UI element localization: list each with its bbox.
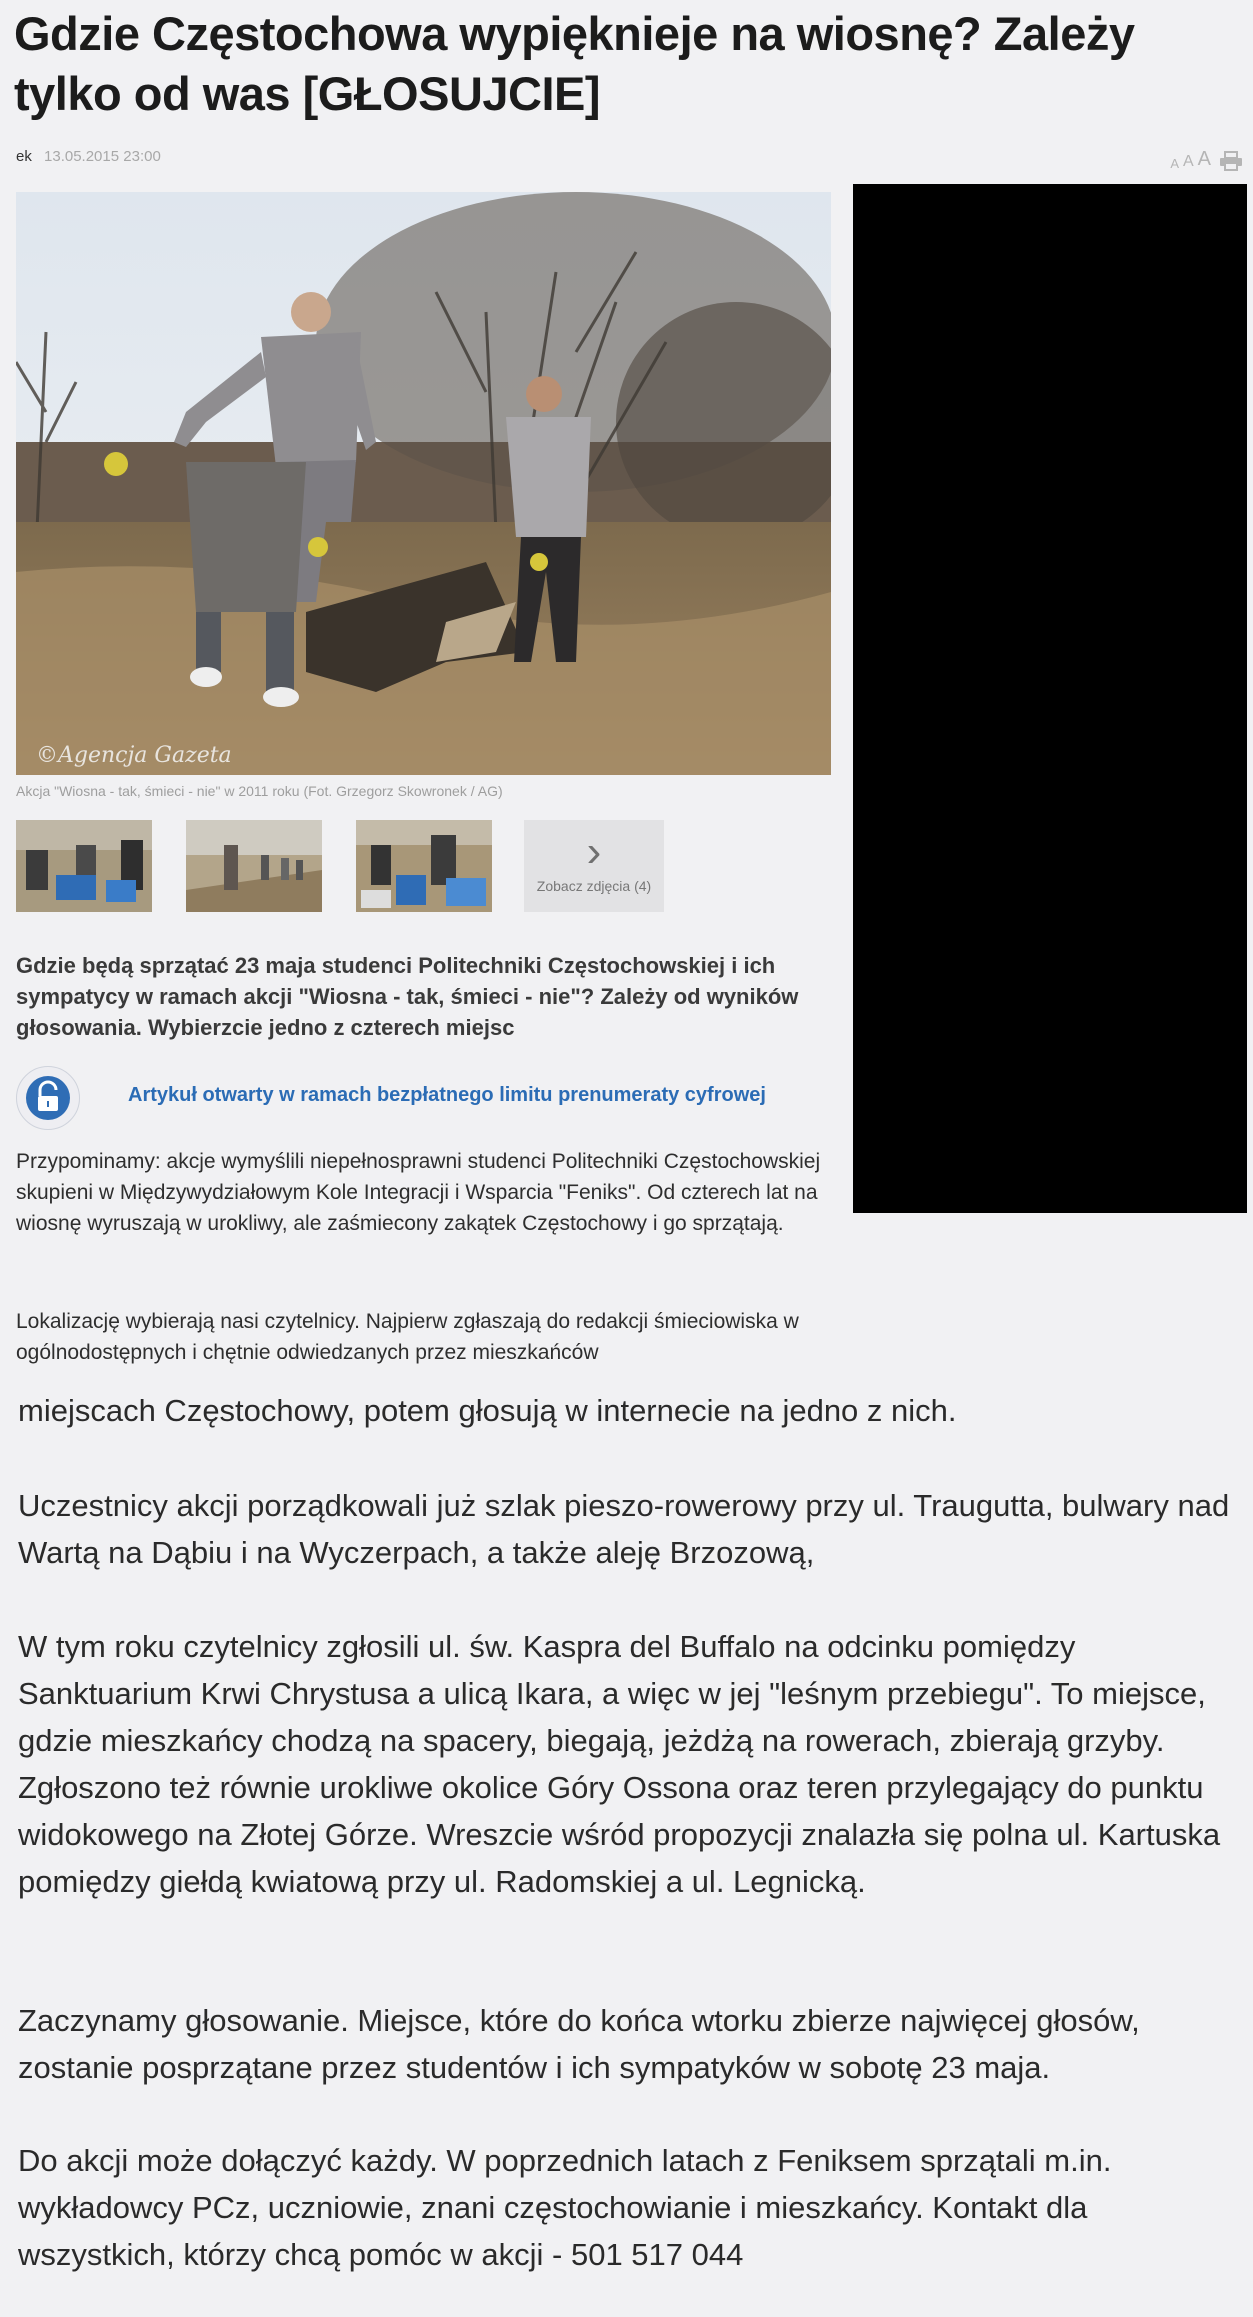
- gallery-thumbnail[interactable]: [356, 820, 492, 912]
- subscription-banner: [16, 1064, 836, 1132]
- photo-gallery-strip: [16, 820, 666, 914]
- font-size-medium-button[interactable]: A: [1182, 153, 1194, 170]
- redacted-sidebar: [853, 184, 1247, 1213]
- article-paragraph: W tym roku czytelnicy zgłosili ul. św. Kaspra del Buffalo na odcinku pomiędzy Sanktuarium Krwi Chrystusa a ulicą Ikara, a więc w jej "leśnym przebiegu". To miejsce, gdzie mieszkańcy chodzą na spacery, biegają, jeżdżą na rowerach, zbierają grzyby. Zgłoszono też równie urokliwe okolice Góry Ossona oraz teren przylegający do punktu widokowego na Złotej Górze. Wreszcie wśród propozycji znalazła się polna ul. Kartuska pomiędzy giełdą kwiatową przy ul. Radomskiej a ul. Legnicką.: [18, 1629, 1221, 1899]
- article-lead: Gdzie będą sprzątać 23 maja studenci Politechniki Częstochowskiej i ich sympatycy w ramach akcji "Wiosna - tak, śmieci - nie"? Zależy od wyników głosowania. Wybierzcie jedno z czterech miejsc: [16, 953, 799, 1040]
- article-paragraph: Lokalizację wybierają nasi czytelnicy. Najpierw zgłaszają do redakcji śmieciowiska w ogólnodostępnych i chętnie odwiedzanych przez mieszkańców: [16, 1310, 799, 1364]
- publish-date: 13.05.2015 23:00: [44, 148, 161, 165]
- article-paragraph: Przypominamy: akcje wymyślili niepełnosprawni studenci Politechniki Częstochowskiej skupieni w Międzywydziałowym Kole Integracji i Wsparcia "Feniks". Od czterech lat na wiosnę wyruszają w urokliwy, ale zaśmiecony zakątek Częstochowy i go sprzątają.: [16, 1150, 821, 1235]
- article-main-photo[interactable]: [16, 192, 831, 775]
- subscription-notice[interactable]: Artykuł otwarty w ramach bezpłatnego limitu prenumeraty cyfrowej: [128, 1084, 766, 1106]
- font-size-small-button[interactable]: A: [1170, 156, 1179, 171]
- print-icon[interactable]: [1219, 151, 1243, 171]
- gallery-thumbnail[interactable]: [186, 820, 322, 912]
- font-size-large-button[interactable]: A: [1197, 148, 1211, 170]
- article-title: Gdzie Częstochowa wypięknieje na wiosnę? Zależy tylko od was [GŁOSUJCIE]: [14, 7, 1135, 120]
- unlock-icon: [16, 1066, 80, 1130]
- article-paragraph: Uczestnicy akcji porządkowali już szlak pieszo-rowerowy przy ul. Traugutta, bulwary nad Wartą na Dąbiu i na Wyczerpach, a także aleję Brzozową,: [18, 1488, 1230, 1570]
- article-tools: [1170, 148, 1243, 171]
- article-paragraph: Zaczynamy głosowanie. Miejsce, które do końca wtorku zbierze najwięcej głosów, zostanie posprzątane przez studentów i ich sympatyków w sobotę 23 maja.: [18, 2003, 1140, 2085]
- article-paragraph: miejscach Częstochowy, potem głosują w internecie na jedno z nich.: [18, 1393, 957, 1428]
- gallery-more-label: Zobacz zdjęcia (4): [536, 878, 652, 894]
- author: ek: [16, 148, 32, 165]
- photo-caption: Akcja "Wiosna - tak, śmieci - nie" w 2011 roku (Fot. Grzegorz Skowronek / AG): [16, 783, 503, 799]
- photo-watermark: ©Agencja Gazeta: [36, 743, 232, 768]
- chevron-right-icon: ›: [586, 827, 602, 876]
- gallery-thumbnail[interactable]: [16, 820, 152, 912]
- gallery-more-button[interactable]: [524, 820, 664, 912]
- article-meta: [16, 148, 161, 165]
- article-paragraph: Do akcji może dołączyć każdy. W poprzednich latach z Feniksem sprzątali m.in. wykładowcy PCz, uczniowie, znani częstochowianie i mieszkańcy. Kontakt dla wszystkich, którzy chcą pomóc w akcji - 501 517 044: [18, 2143, 1112, 2272]
